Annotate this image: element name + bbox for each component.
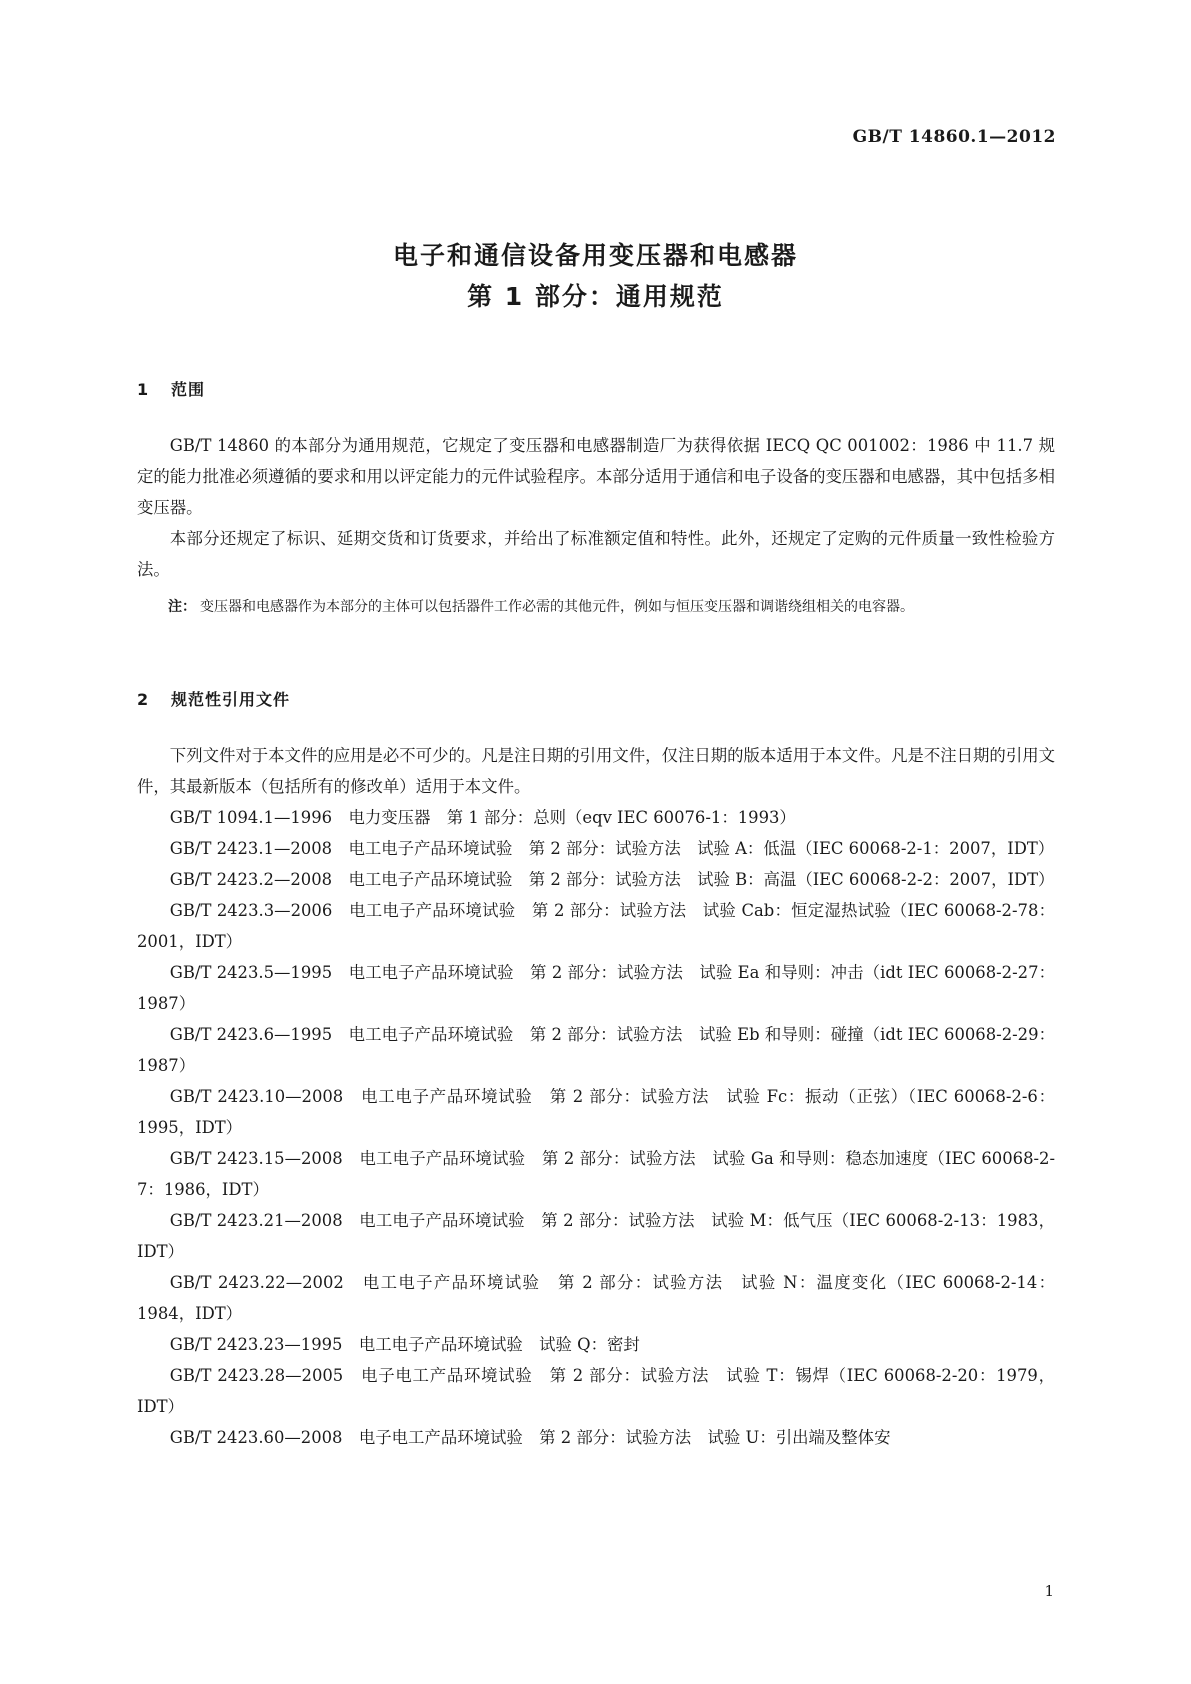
reference-item: GB/T 2423.3—2006 电工电子产品环境试验 第 2 部分：试验方法 试验 Cab：恒定湿热试验（IEC 60068-2-78：2001，IDT）: [137, 901, 1055, 951]
reference-item: GB/T 2423.10—2008 电工电子产品环境试验 第 2 部分：试验方法 试验 Fc：振动（正弦）（IEC 60068-2-6：1995，IDT）: [137, 1087, 1055, 1137]
reference-item: GB/T 2423.28—2005 电子电工产品环境试验 第 2 部分：试验方法 试验 T：锡焊（IEC 60068-2-20：1979，IDT）: [137, 1366, 1055, 1416]
section-heading-normative-references: [137, 687, 290, 710]
section-heading-scope: [137, 377, 205, 400]
paragraph: 本部分还规定了标识、延期交货和订货要求，并给出了标准额定值和特性。此外，还规定了定购的元件质量一致性检验方法。: [137, 529, 1055, 579]
document-title: 电子和通信设备用变压器和电感器: [392, 241, 798, 270]
document-subtitle: 第 1 部分：通用规范: [467, 282, 724, 311]
reference-item: GB/T 2423.1—2008 电工电子产品环境试验 第 2 部分：试验方法 试验 A：低温（IEC 60068-2-1：2007，IDT）: [169, 839, 1055, 858]
reference-item: GB/T 2423.6—1995 电工电子产品环境试验 第 2 部分：试验方法 试验 Eb 和导则：碰撞（idt IEC 60068-2-29：1987）: [137, 1025, 1055, 1075]
reference-item: GB/T 2423.15—2008 电工电子产品环境试验 第 2 部分：试验方法 试验 Ga 和导则：稳态加速度（IEC 60068-2-7：1986，IDT）: [137, 1149, 1055, 1199]
reference-item: GB/T 2423.23—1995 电工电子产品环境试验 试验 Q：密封: [169, 1335, 640, 1354]
scope-body: [137, 430, 1055, 585]
section-number: 1: [137, 380, 150, 399]
scope-note: [168, 594, 1055, 621]
reference-item: GB/T 1094.1—1996 电力变压器 第 1 部分：总则（eqv IEC 60076-1：1993）: [169, 808, 796, 827]
paragraph: GB/T 14860 的本部分为通用规范，它规定了变压器和电感器制造厂为获得依据 IECQ QC 001002：1986 中 11.7 规定的能力批准必须遵循的要求和用以评定能力的元件试验程序。本部分适用于通信和电子设备的变压器和电感器，其中包括多相变压器。: [137, 436, 1055, 517]
standard-number: GB/T 14860.1—2012: [852, 127, 1056, 147]
section-title: 范围: [171, 380, 206, 399]
section-number: 2: [137, 690, 150, 709]
references-body: [137, 740, 1055, 1453]
reference-item: GB/T 2423.21—2008 电工电子产品环境试验 第 2 部分：试验方法 试验 M：低气压（IEC 60068-2-13：1983，IDT）: [137, 1211, 1055, 1261]
reference-item: GB/T 2423.5—1995 电工电子产品环境试验 第 2 部分：试验方法 试验 Ea 和导则：冲击（idt IEC 60068-2-27：1987）: [137, 963, 1055, 1013]
section-title: 规范性引用文件: [171, 690, 291, 709]
reference-item: GB/T 2423.2—2008 电工电子产品环境试验 第 2 部分：试验方法 试验 B：高温（IEC 60068-2-2：2007，IDT）: [169, 870, 1055, 889]
note-label: 注：: [168, 599, 196, 615]
reference-item: GB/T 2423.60—2008 电子电工产品环境试验 第 2 部分：试验方法 试验 U：引出端及整体安: [169, 1428, 891, 1447]
note-text: 变压器和电感器作为本部分的主体可以包括器件工作必需的其他元件，例如与恒压变压器和调谐绕组相关的电容器。: [200, 599, 914, 615]
reference-item: GB/T 2423.22—2002 电工电子产品环境试验 第 2 部分：试验方法 试验 N：温度变化（IEC 60068-2-14：1984，IDT）: [137, 1273, 1055, 1323]
page-number: 1: [1044, 1582, 1054, 1600]
paragraph: 下列文件对于本文件的应用是必不可少的。凡是注日期的引用文件，仅注日期的版本适用于本文件。凡是不注日期的引用文件，其最新版本（包括所有的修改单）适用于本文件。: [137, 746, 1055, 796]
